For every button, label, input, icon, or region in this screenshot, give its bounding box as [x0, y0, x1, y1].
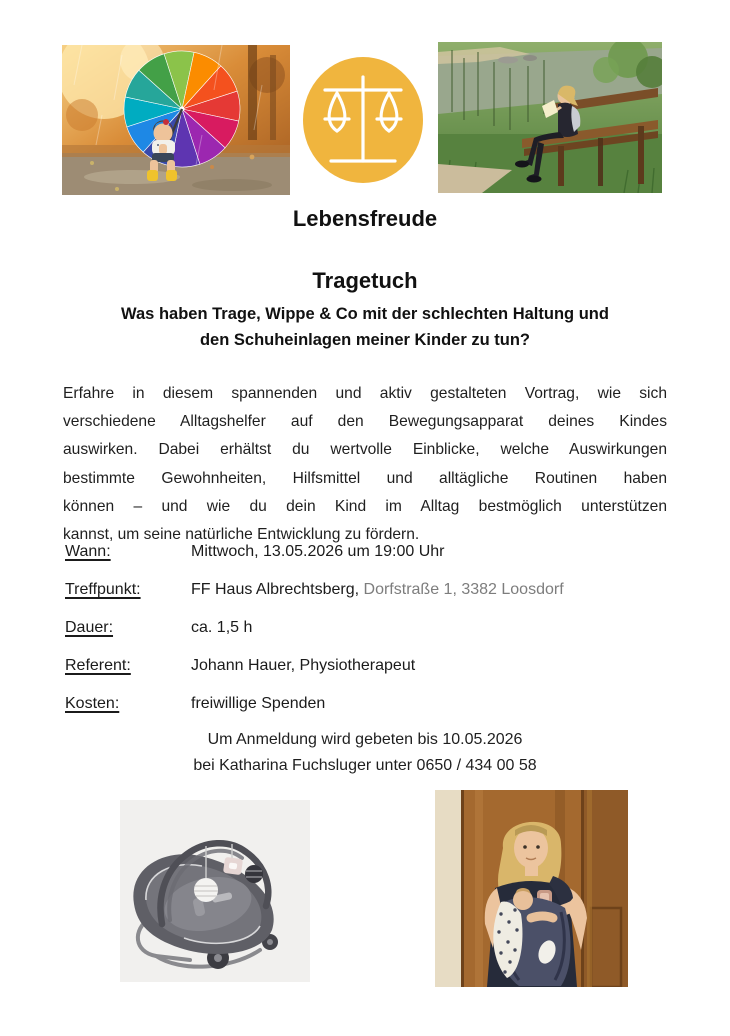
intro-line: bestimmte Gewohnheiten, Hilfsmittel und alltägliche Routinen haben	[63, 469, 667, 487]
venue-name: FF Haus Albrechtsberg,	[191, 581, 360, 598]
registration-note	[0, 727, 730, 779]
photo-child-umbrella-art	[62, 45, 290, 195]
detail-value	[191, 581, 564, 599]
intro-line: verschiedene Alltagshelfer auf den Bewegungsapparat deines Kindes	[63, 413, 667, 431]
detail-label: Treffpunkt:	[65, 581, 141, 598]
intro-line: auswirken. Dabei erhältst du wertvolle Einblicke, welche Auswirkungen	[63, 441, 667, 459]
event-subtitle	[0, 301, 730, 353]
logo-scales	[303, 57, 423, 183]
detail-row-referent	[65, 657, 675, 677]
page-title: Lebensfreude	[292, 206, 438, 231]
photo-woman-bench-art	[438, 42, 662, 193]
registration-line1: Um Anmeldung wird gebeten bis 10.05.2026	[207, 731, 523, 748]
detail-label: Kosten:	[65, 695, 120, 712]
photo-baby-bouncer-art	[120, 800, 310, 982]
photo-babywearing-selfie	[435, 790, 628, 987]
detail-row-kosten	[65, 695, 675, 715]
detail-label: Wann:	[65, 543, 111, 560]
event-subtitle-line1: Was haben Trage, Wippe & Co mit der schlechten Haltung und	[121, 305, 609, 323]
event-title: Tragetuch	[312, 268, 418, 293]
intro-paragraph	[63, 380, 667, 549]
photo-child-umbrella	[62, 45, 290, 195]
venue-address: Dorfstraße 1, 3382 Loosdorf	[359, 581, 564, 598]
registration-line2: bei Katharina Fuchsluger unter 0650 / 434 00 58	[193, 757, 537, 774]
photo-baby-bouncer	[120, 800, 310, 982]
detail-value: Mittwoch, 13.05.2026 um 19:00 Uhr	[191, 543, 445, 560]
detail-row-dauer	[65, 619, 675, 639]
intro-line: können – und wie du dein Kind im Alltag bestmöglich unterstützen	[63, 497, 667, 515]
intro-line: kannst, um seine natürliche Entwicklung zu fördern.	[63, 526, 420, 544]
detail-value: Johann Hauer, Physiotherapeut	[191, 657, 416, 674]
event-details	[65, 543, 675, 733]
detail-label: Dauer:	[65, 619, 114, 636]
detail-label: Referent:	[65, 657, 131, 674]
photo-babywearing-selfie-art	[435, 790, 628, 987]
photo-woman-bench	[438, 42, 662, 193]
event-subtitle-line2: den Schuheinlagen meiner Kinder zu tun?	[199, 331, 531, 349]
detail-value: freiwillige Spenden	[191, 695, 326, 712]
detail-value: ca. 1,5 h	[191, 619, 253, 636]
detail-row-wann	[65, 543, 675, 563]
logo-scales-art	[303, 57, 423, 183]
intro-line: Erfahre in diesem spannenden und aktiv gestalteten Vortrag, wie sich	[63, 385, 667, 402]
detail-row-treffpunkt	[65, 581, 675, 601]
